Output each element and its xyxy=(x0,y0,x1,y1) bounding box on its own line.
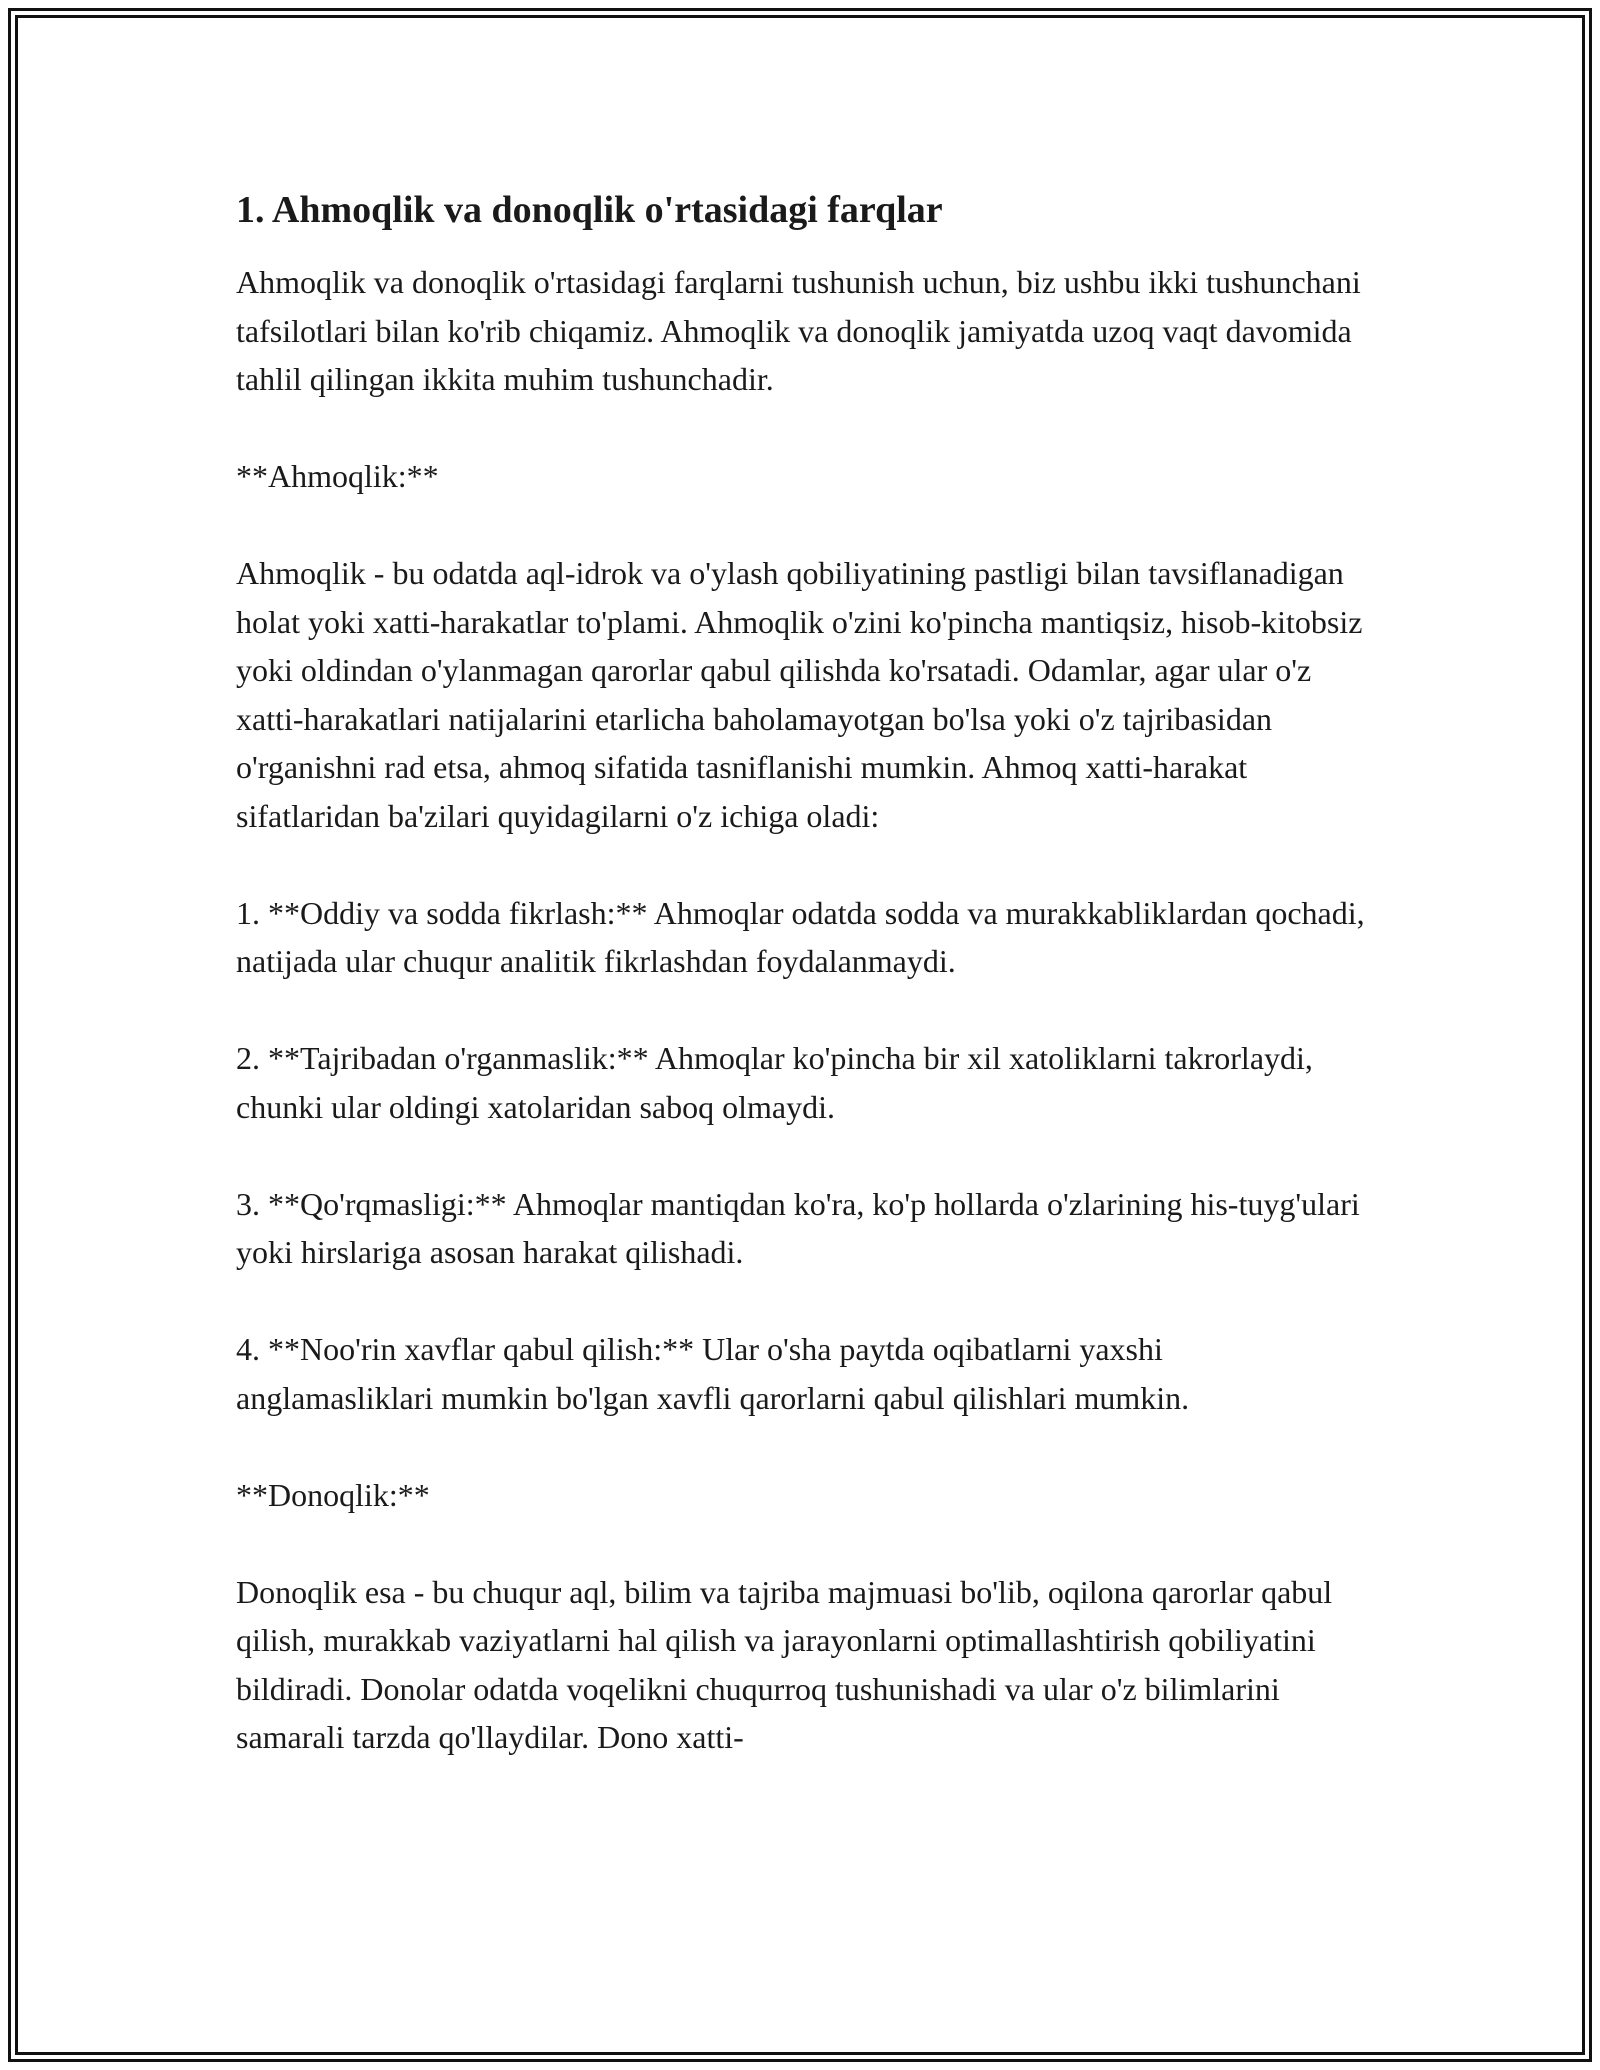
list-item-1: 1. **Oddiy va sodda fikrlash:** Ahmoqlar odatda sodda va murakkabliklardan qochadi, natijada ular chuqur analitik fikrlashdan foydalanmaydi. xyxy=(236,894,1365,979)
paragraph-donoqlik-definition: Donoqlik esa - bu chuqur aql, bilim va tajriba majmuasi bo'lib, oqilona qarorlar qabul qilish, murakkab vaziyatlarni hal qilish va jarayonlarni optimallashtirish qobiliyatini bildiradi. Donolar odatda voqelikni chuqurroq tushunishadi va ular o'z bilimlarini samarali tarzda qo'llaydilar. Dono xatti- xyxy=(236,1573,1333,1755)
heading-donoqlik: **Donoqlik:** xyxy=(236,1476,430,1513)
document-title: 1. Ahmoqlik va donoqlik o'rtasidagi farqlar xyxy=(236,189,943,231)
list-item-3: 3. **Qo'rqmasligi:** Ahmoqlar mantiqdan ko'ra, ko'p hollarda o'zlarining his-tuyg'ulari yoki hirslariga asosan harakat qilishadi. xyxy=(236,1185,1360,1270)
heading-ahmoqlik: **Ahmoqlik:** xyxy=(236,458,439,494)
document-body xyxy=(236,186,1366,1810)
paragraph-ahmoqlik-definition: Ahmoqlik - bu odatda aql-idrok va o'ylash qobiliyatining pastligi bilan tavsiflanadigan holat yoki xatti-harakatlar to'plami. Ahmoqlik o'zini ko'pincha mantiqsiz, hisob-kitobsiz yoki oldindan o'ylanmagan qarorlar qabul qilishda ko'rsatadi. Odamlar, agar ular o'z xatti-harakatlari natijalarini etarlicha baholamayotgan bo'lsa yoki o'z tajribasidan o'rganishni rad etsa, ahmoq sifatida tasniflanishi mumkin. Ahmoq xatti-harakat sifatlaridan ba'zilari quyidagilarni o'z ichiga oladi: xyxy=(236,555,1363,834)
list-item-4: 4. **Noo'rin xavflar qabul qilish:** Ular o'sha paytda oqibatlarni yaxshi anglamasliklari mumkin bo'lgan xavfli qarorlarni qabul qilishlari mumkin. xyxy=(236,1331,1190,1416)
paragraph-intro: Ahmoqlik va donoqlik o'rtasidagi farqlarni tushunish uchun, biz ushbu ikki tushunchani tafsilotlari bilan ko'rib chiqamiz. Ahmoqlik va donoqlik jamiyatda uzoq vaqt davomida tahlil qilingan ikkita muhim tushunchadir. xyxy=(236,264,1361,397)
list-item-2: 2. **Tajribadan o'rganmaslik:** Ahmoqlar ko'pincha bir xil xatoliklarni takrorlaydi, chunki ular oldingi xatolaridan saboq olmaydi. xyxy=(236,1040,1313,1125)
